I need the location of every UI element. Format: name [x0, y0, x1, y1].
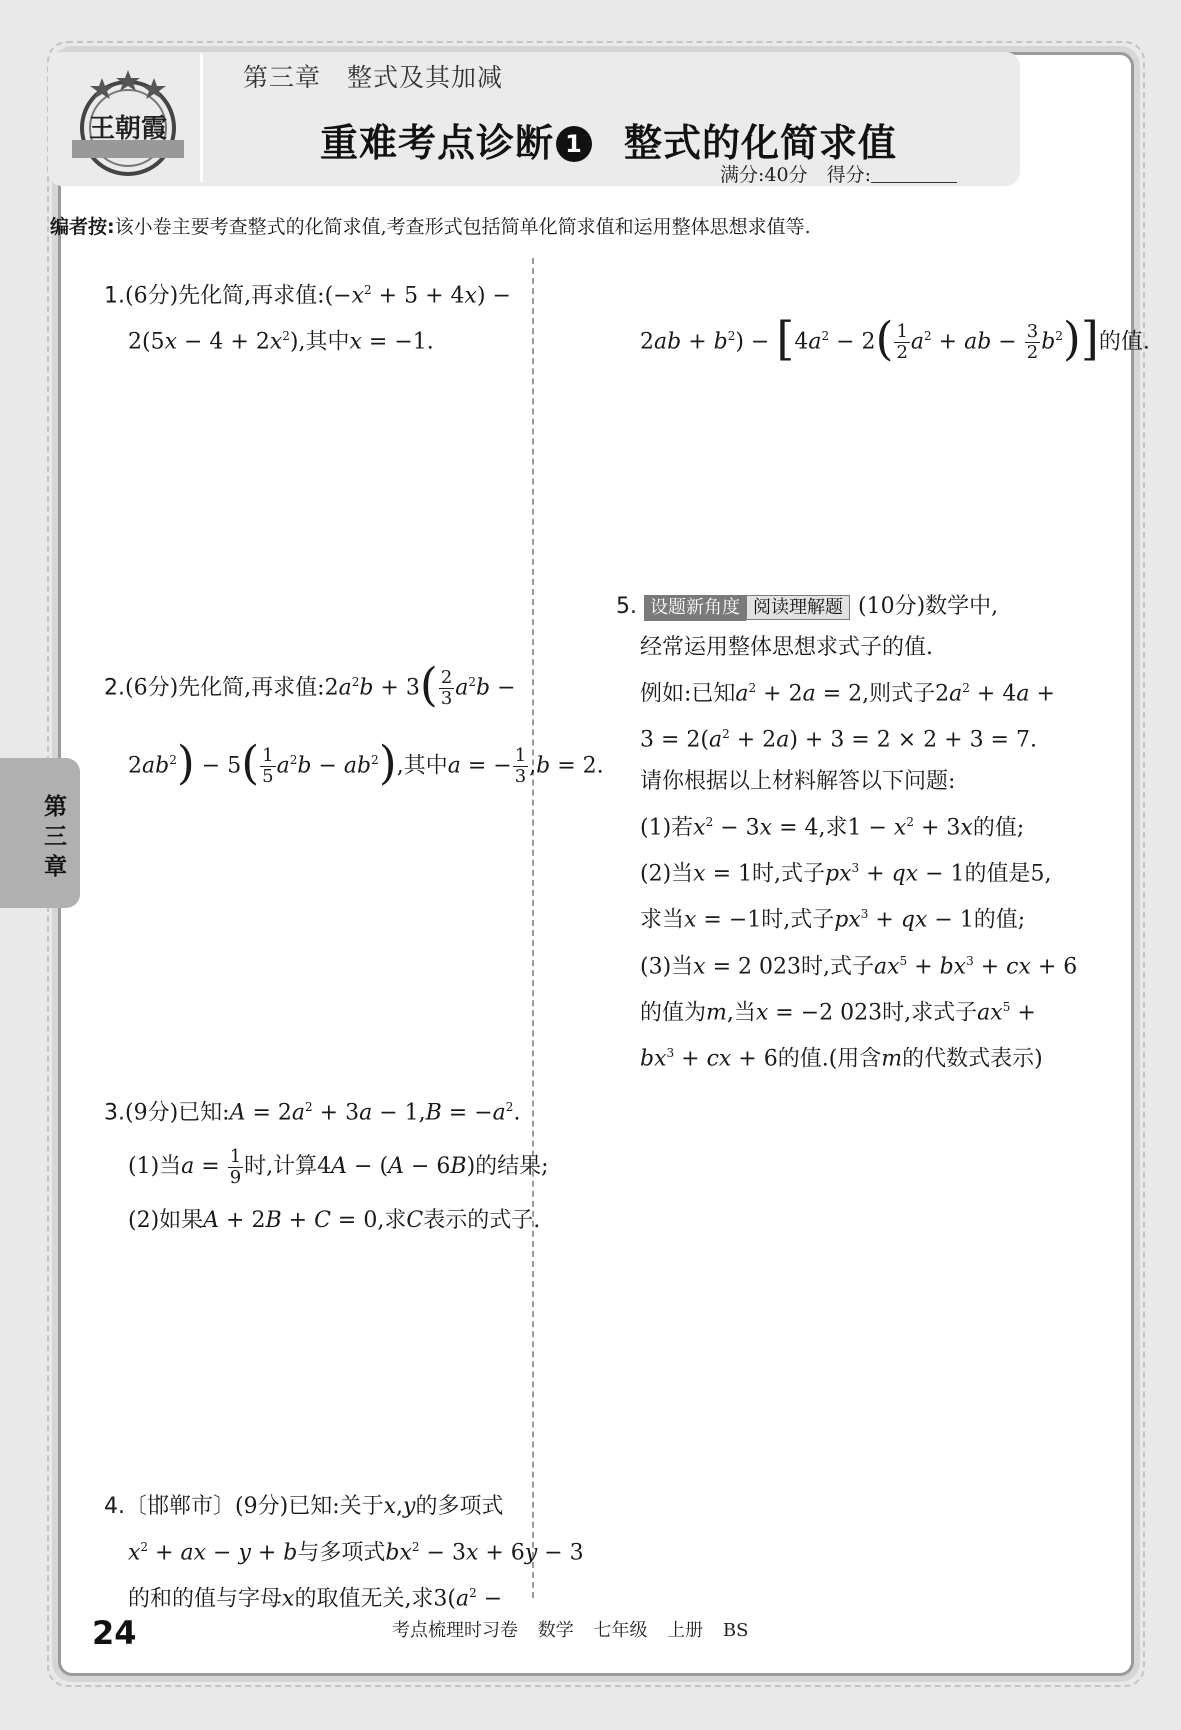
tag-reading: 阅读理解题 [746, 595, 850, 620]
chapter-label: 第三章 整式及其加减 [243, 63, 504, 92]
note-label: 编者按: [50, 216, 115, 238]
publisher-logo [62, 60, 192, 182]
page-title: 重难考点诊断 1 整式的化简求值 [320, 121, 898, 165]
title-number-badge: 1 [556, 126, 592, 162]
column-divider [532, 258, 534, 1598]
header-separator [200, 54, 203, 182]
question-4-continued: $2ab + b^2) - [4a^2 - 2$( $\frac{1}{2}$ $a^2$ + ab − $\frac{3}{2}$ $b^2$)]的值. [640, 311, 1150, 366]
logo-text: 王朝霞 [88, 114, 168, 144]
score-blank[interactable] [871, 164, 957, 183]
page-number: 24 [92, 1614, 137, 1652]
side-tab-label: 第三章 [44, 794, 67, 880]
note-text: 该小卷主要考查整式的化简求值,考查形式包括简单化简求值和运用整体思想求值等. [114, 216, 811, 238]
question-5: 5. 设题新角度 阅读理解题 (10分)数学中, 经常运用整体思想求式子的值. 例如:已知$a^2 + 2a = 2$,则式子$2a^2 + 4a$ + $3 = 2(a^2 + 2a) + 3 = 2 \times 2 + 3 = 7$. 请你根据以上材料解答以下问题: (1)若$x^2 - 3x = 4$,求$1 - x^2 + 3x$的值; (2)当x = 1时,式子$px^3$ + qx − 1的值是5, 求当x = −1时,式子$px^3$ + qx − 1的值; (3)当x = 2 023时,式子$ax^5 + bx^3$ + cx + 6 的值为m,当x = −2 023时,求式子$ax^5$ + $bx^3$ + cx + 6的值.(用含m的代数式表示) [616, 594, 1078, 1072]
tag-new-angle: 设题新角度 [644, 595, 746, 621]
question-4: 4.〔邯郸市〕(9分)已知:关于x,y的多项式 $x^2$ + ax − y + b与多项式$bx^2 - 3x + 6y - 3$ 的和的值与字母x的取值无关,求$3(a^2$ − [104, 1494, 584, 1612]
question-2: 2.(6分)先化简,再求值$:2a^2b + 3$( $\frac{2}{3}$ $a^2b$ − $2ab^2) - 5$( $\frac{1}{5}$ $a^2b - ab^2$),其中a = − $\frac{1}{3}$ ,b = 2. [104, 657, 604, 790]
question-3: 3.(9分)已知:A = $2a^2 + 3a - 1,B = -a^2$. (1)当a = $\frac{1}{9}$ 时,计算4A − (A − 6B)的结果; (2)如果A + 2B + C = 0,求C表示的式子. [104, 1100, 549, 1234]
editor-note [50, 212, 811, 239]
question-1: 1.(6分)先化简,再求值$:(-x^2 + 5 + 4x)$ − $2(5x - 4 + 2x^2)$,其中x = −1. [104, 283, 511, 355]
score-line: 满分:40分 得分: [720, 160, 957, 187]
footer-text: 考点梳理时习卷 数学 七年级 上册 BS [392, 1620, 749, 1641]
